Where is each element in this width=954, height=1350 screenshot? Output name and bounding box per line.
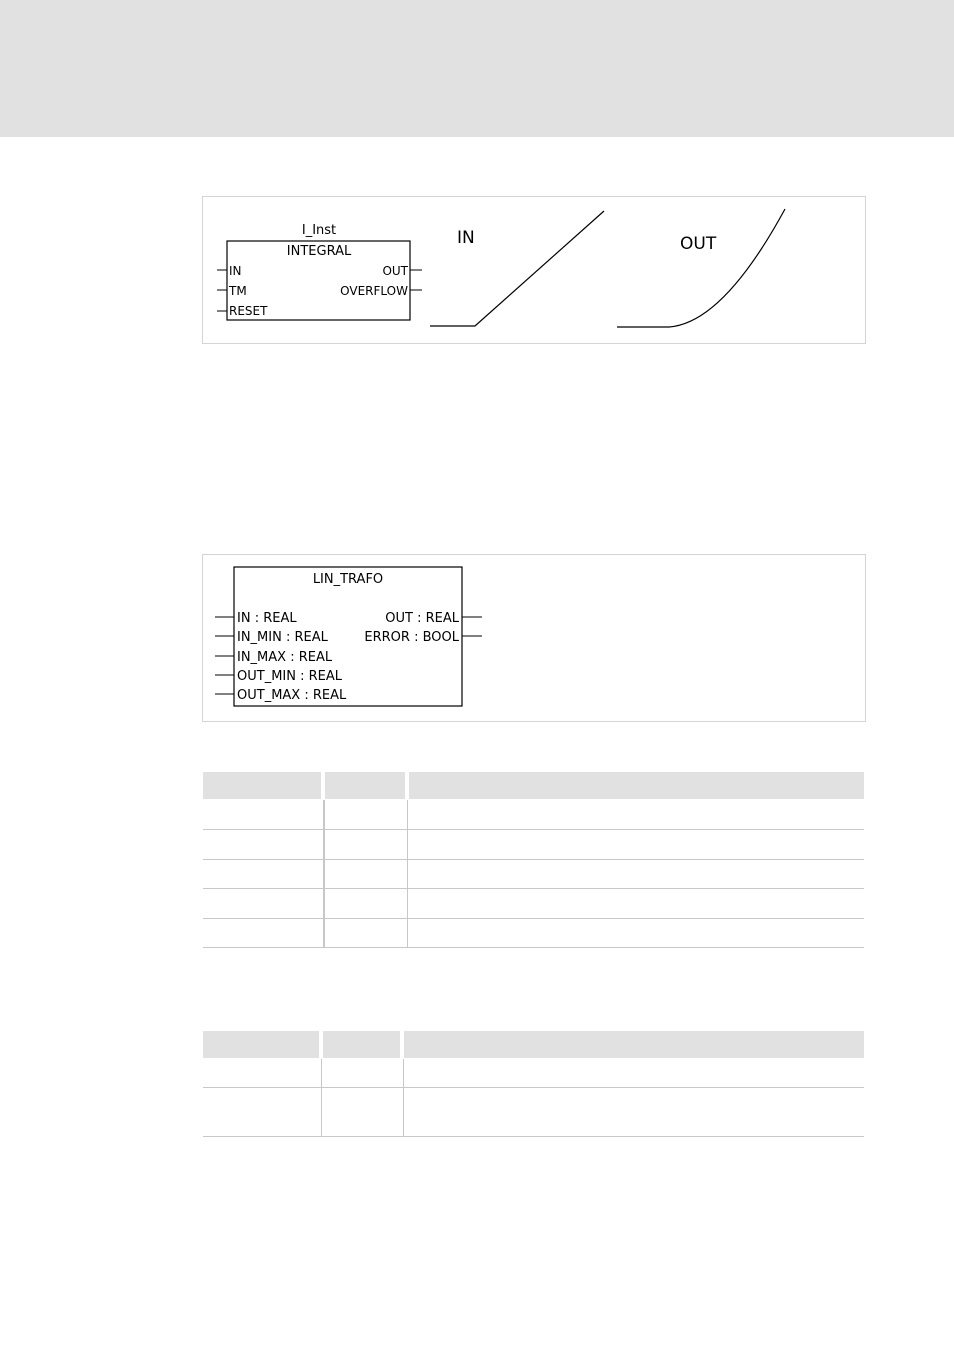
block-name-label: INTEGRAL xyxy=(286,244,352,259)
table-row xyxy=(203,800,864,830)
lin-trafo-diagram xyxy=(203,555,867,723)
table-header xyxy=(203,772,864,799)
table-row xyxy=(203,889,864,919)
block-name-label: LIN_TRAFO xyxy=(312,572,384,587)
inputs-table xyxy=(203,772,864,948)
input-pin-label: IN_MAX : REAL xyxy=(237,650,333,665)
out-parabola-curve xyxy=(617,209,785,327)
table-row xyxy=(203,919,864,948)
output-pin-label: OUT : REAL xyxy=(385,611,459,626)
input-pin-label: IN : REAL xyxy=(237,611,297,626)
integral-figure xyxy=(202,196,866,344)
page-header-band xyxy=(0,0,954,137)
instance-name-label: I_Inst xyxy=(301,223,337,238)
output-pin-label: OUT xyxy=(382,264,408,278)
graph-out-label: OUT xyxy=(680,234,717,254)
lin-trafo-figure xyxy=(202,554,866,722)
input-pin-label: OUT_MAX : REAL xyxy=(237,688,347,703)
input-pin-label: IN_MIN : REAL xyxy=(237,630,328,645)
input-pin-label: OUT_MIN : REAL xyxy=(237,669,342,684)
graph-in-label: IN xyxy=(457,228,475,248)
input-pin-label: IN xyxy=(229,264,242,278)
outputs-table xyxy=(203,1031,864,1137)
table-header xyxy=(203,1031,864,1058)
input-pin-label: TM xyxy=(229,284,247,298)
table-row xyxy=(203,830,864,860)
table-row xyxy=(203,1059,864,1088)
integral-diagram xyxy=(203,197,867,345)
input-pin-label: RESET xyxy=(229,304,268,318)
output-pin-label: OVERFLOW xyxy=(340,284,408,298)
table-row xyxy=(203,860,864,889)
table-row xyxy=(203,1088,864,1137)
output-pin-label: ERROR : BOOL xyxy=(364,630,459,645)
